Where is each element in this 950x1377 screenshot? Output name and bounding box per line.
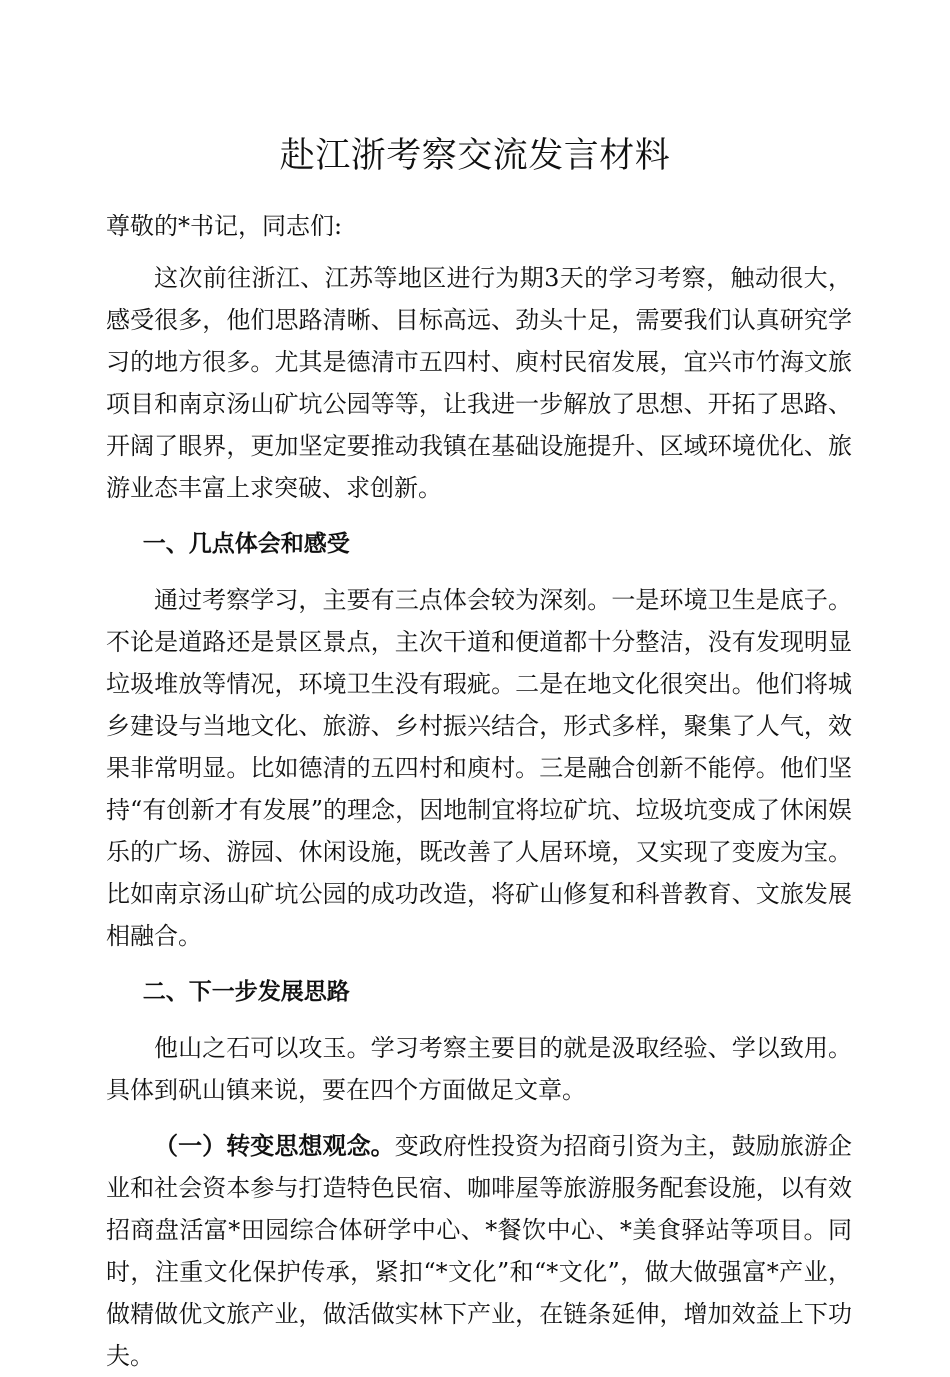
section-2-paragraph: 他山之石可以攻玉。学习考察主要目的就是汲取经验、学以致用。具体到矾山镇来说，要在四个方面做足文章。	[106, 1034, 852, 1104]
item-1-text: 变政府性投资为招商引资为主，鼓励旅游企业和社会资本参与打造特色民宿、咖啡屋等旅游服务配套设施，以有效招商盘活富*田园综合体研学中心、*餐饮中心、*美食驿站等项目。同时，注重文化保护传承，紧扣“*文化”和“*文化”，做大做强富*产业，做精做优文旅产业，做活做实林下产业，在链条延伸，增加效益上下功夫。	[106, 1132, 853, 1370]
item-1-paragraph	[106, 1125, 852, 1377]
section-heading-1: 一、几点体会和感受	[142, 531, 350, 557]
item-1-lead: （一）转变思想观念。	[154, 1131, 395, 1160]
salutation: 尊敬的*书记，同志们:	[106, 212, 343, 240]
document-title: 赴江浙考察交流发言材料	[279, 136, 671, 176]
section-1-paragraph: 通过考察学习，主要有三点体会较为深刻。一是环境卫生是底子。不论是道路还是景区景点，主次干道和便道都十分整洁，没有发现明显垃圾堆放等情况，环境卫生没有瑕疵。二是在地文化很突出。他们将城乡建设与当地文化、旅游、乡村振兴结合，形式多样，聚集了人气，效果非常明显。比如德清的五四村和庾村。三是融合创新不能停。他们坚持“有创新才有发展”的理念，因地制宜将垃矿坑、垃圾坑变成了休闲娱乐的广场、游园、休闲设施，既改善了人居环境，又实现了变废为宝。比如南京汤山矿坑公园的成功改造，将矿山修复和科普教育、文旅发展相融合。	[106, 586, 852, 950]
intro-paragraph: 这次前往浙江、江苏等地区进行为期3天的学习考察，触动很大，感受很多，他们思路清晰、目标高远、劲头十足，需要我们认真研究学习的地方很多。尤其是德清市五四村、庾村民宿发展，宜兴市竹海文旅项目和南京汤山矿坑公园等等，让我进一步解放了思想、开拓了思路、开阔了眼界，更加坚定要推动我镇在基础设施提升、区域环境优化、旅游业态丰富上求突破、求创新。	[106, 264, 852, 502]
document-body	[106, 205, 852, 1377]
section-heading-2: 二、下一步发展思路	[142, 979, 350, 1005]
